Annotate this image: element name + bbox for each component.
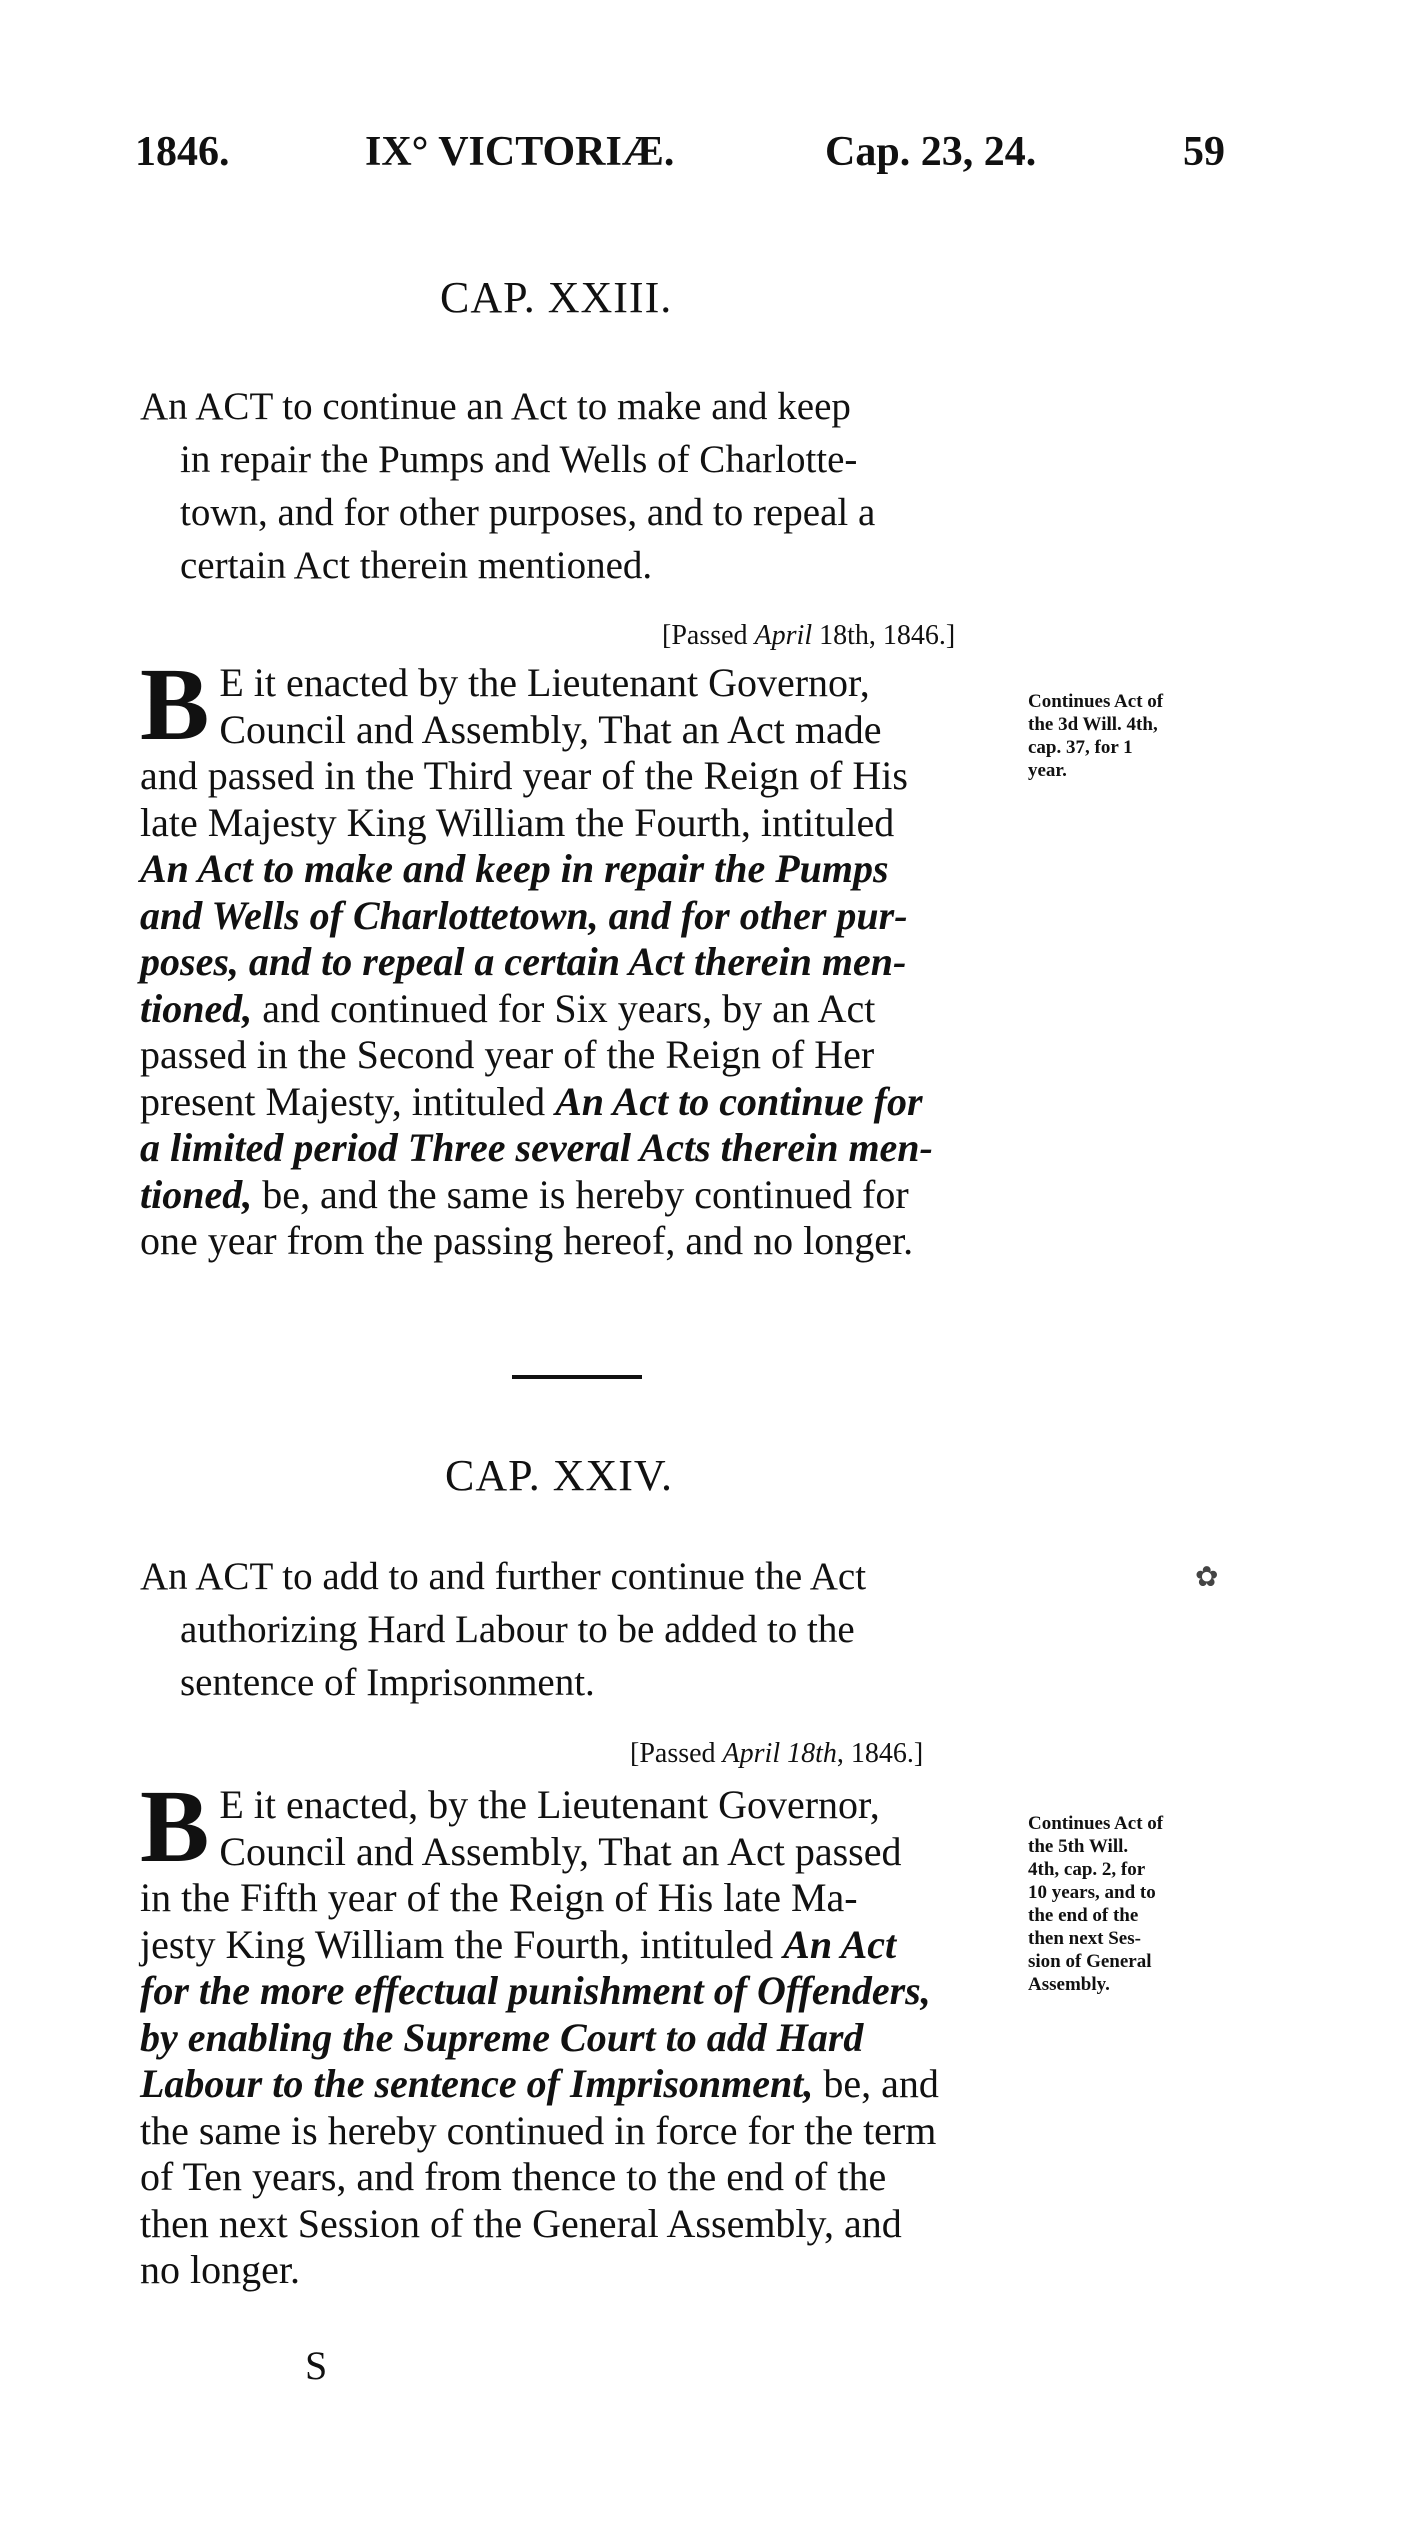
body-line-italic: for the more effectual punishment of Offenders, — [140, 1968, 931, 2013]
marginal-line: the 5th Will. — [1028, 1836, 1129, 1857]
body-line: E it enacted by the Lieutenant Governor, — [219, 660, 870, 705]
body-line-italic: poses, and to repeal a certain Act therein men- — [140, 939, 907, 984]
marginal-line: 10 years, and to — [1028, 1882, 1156, 1903]
cap-24-marginal-note — [1028, 1812, 1238, 1996]
marginal-line: 4th, cap. 2, for — [1028, 1859, 1146, 1880]
cap-23-title-line: An ACT to continue an Act to make and keep — [140, 385, 851, 428]
cap-23-title-line: in repair the Pumps and Wells of Charlotte- — [180, 438, 858, 481]
marginal-line: Assembly. — [1028, 1974, 1110, 1995]
cap-24-enacting-clause — [140, 1769, 1020, 2294]
body-line-italic: by enabling the Supreme Court to add Hard — [140, 2014, 864, 2060]
body-fragment: jesty King William the Fourth, intituled — [140, 1921, 784, 1967]
signature-mark: S — [305, 2343, 328, 2388]
cap-24-title-line: An ACT to add to and further continue the Act — [140, 1555, 867, 1598]
cap-24-title-line: authorizing Hard Labour to be added to the — [180, 1608, 855, 1651]
body-line: the same is hereby continued in force for the term — [140, 2107, 937, 2153]
body-fragment-italic: Labour to the sentence of Imprisonment, — [140, 2061, 814, 2106]
cap-23-heading: CAP. XXIII. — [440, 273, 673, 322]
body-line: Council and Assembly, That an Act made — [219, 706, 882, 752]
page-number: 59 — [1183, 129, 1225, 175]
body-fragment: be, and — [813, 2061, 939, 2106]
header-year: 1846. — [135, 129, 230, 175]
marginal-line: cap. 37, for 1 — [1028, 737, 1133, 758]
body-line: Council and Assembly, That an Act passed — [219, 1828, 902, 1874]
body-fragment-italic: An Act — [783, 1921, 897, 1967]
marginal-line: Continues Act of — [1028, 691, 1164, 712]
marginal-line: the 3d Will. 4th, — [1028, 714, 1158, 735]
cap-24-title — [140, 1550, 1040, 1709]
body-line — [140, 2061, 1020, 2108]
marginal-line: Continues Act of — [1028, 1813, 1164, 1834]
marginal-line: year. — [1028, 760, 1067, 781]
body-line-italic: and Wells of Charlottetown, and for other pur- — [140, 892, 908, 938]
running-head — [135, 128, 1225, 188]
marginal-line: then next Ses- — [1028, 1928, 1141, 1949]
body-line: late Majesty King William the Fourth, intituled — [140, 799, 895, 845]
cap-23-enacting-clause — [140, 647, 1020, 1265]
body-fragment-italic: tioned, — [140, 1171, 253, 1217]
body-line: no longer. — [140, 2247, 300, 2292]
body-line-italic: An Act to make and keep in repair the Pumps — [140, 846, 889, 891]
cap-24-passed-date — [630, 1738, 923, 1770]
body-line — [140, 1172, 1020, 1219]
passed-prefix: [Passed — [662, 620, 755, 651]
drop-cap: B — [140, 1769, 210, 1884]
body-line: passed in the Second year of the Reign of Her — [140, 1032, 875, 1077]
section-divider-rule — [512, 1375, 642, 1379]
cap-23-title — [140, 380, 1040, 592]
body-fragment-italic: tioned, — [140, 985, 253, 1031]
passed-prefix: [Passed — [630, 1738, 723, 1769]
body-line: of Ten years, and from thence to the end of the — [140, 2154, 887, 2199]
cap-23-passed-date — [662, 620, 955, 652]
passed-suffix: 18th, 1846.] — [812, 620, 956, 651]
header-regnal-title: IX° VICTORIÆ. — [365, 129, 675, 175]
body-line: in the Fifth year of the Reign of His late Ma- — [140, 1875, 858, 1920]
drop-cap: B — [140, 647, 210, 762]
ornament-icon: ✿ — [1195, 1562, 1219, 1593]
body-line: then next Session of the General Assembly, and — [140, 2200, 902, 2246]
passed-month: April — [754, 620, 813, 651]
body-line-italic: a limited period Three several Acts therein men- — [140, 1125, 933, 1170]
marginal-line: the end of the — [1028, 1905, 1139, 1926]
header-chapters: Cap. 23, 24. — [825, 129, 1037, 175]
cap-24-heading: CAP. XXIV. — [445, 1451, 674, 1500]
body-line: one year from the passing hereof, and no longer. — [140, 1218, 914, 1263]
passed-day: 18th — [780, 1738, 837, 1769]
body-fragment: and continued for Six years, by an Act — [252, 985, 876, 1031]
cap-23-marginal-note — [1028, 690, 1238, 782]
cap-23-title-line: certain Act therein mentioned. — [180, 544, 653, 587]
body-fragment-italic: An Act to continue for — [555, 1078, 923, 1124]
body-fragment: be, and the same is hereby continued for — [252, 1171, 909, 1217]
passed-suffix: , 1846.] — [836, 1738, 924, 1769]
body-line: E it enacted, by the Lieutenant Governor, — [219, 1782, 880, 1827]
marginal-line: sion of General — [1028, 1951, 1152, 1972]
body-line — [140, 1922, 1020, 1969]
body-line — [140, 1079, 1020, 1126]
cap-24-title-line: sentence of Imprisonment. — [180, 1661, 595, 1704]
passed-month: April — [722, 1738, 781, 1769]
body-fragment: present Majesty, intituled — [140, 1078, 556, 1124]
body-line: and passed in the Third year of the Reign of His — [140, 753, 908, 798]
body-line — [140, 986, 1020, 1033]
cap-23-title-line: town, and for other purposes, and to repeal a — [180, 491, 876, 534]
